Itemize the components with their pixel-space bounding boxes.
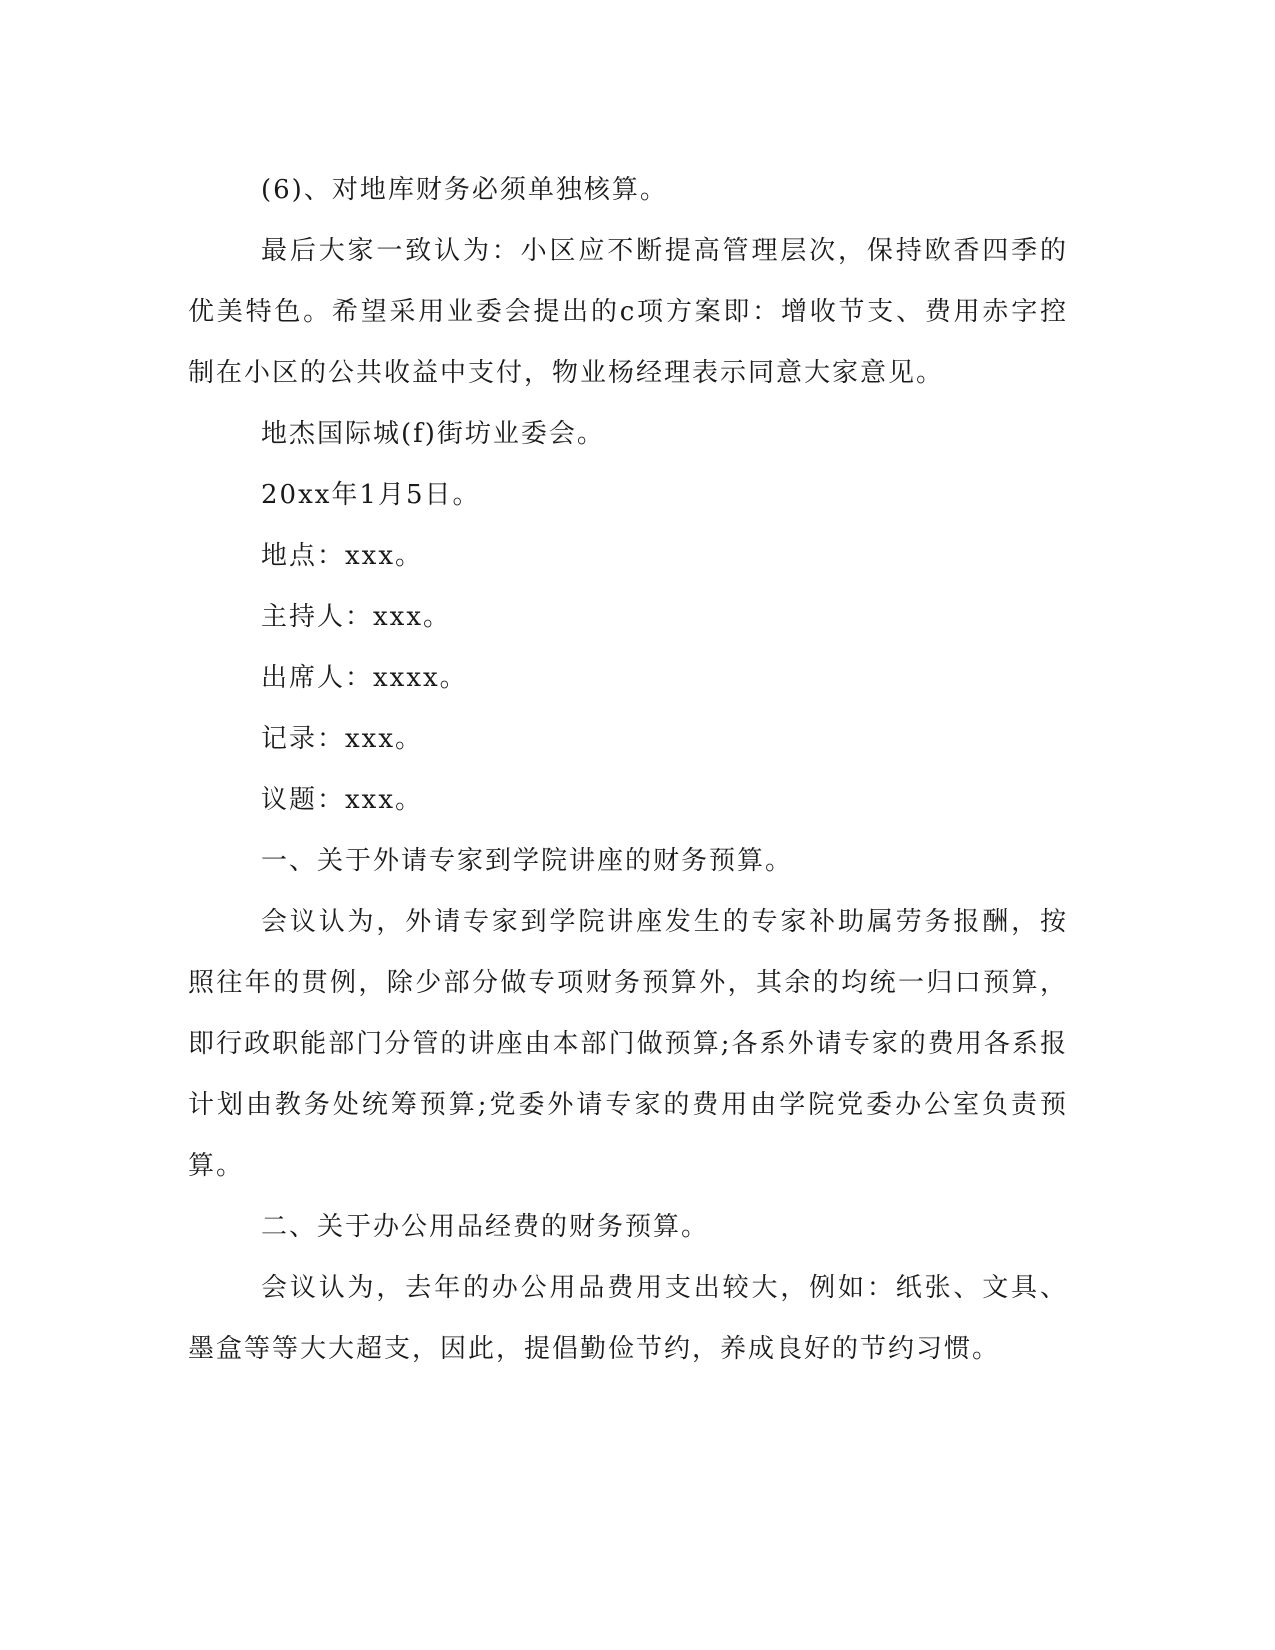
paragraph-basement-accounting: (6)、对地库财务必须单独核算。: [261, 175, 668, 205]
section-heading-expert-lectures: 一、关于外请专家到学院讲座的财务预算。: [261, 846, 794, 876]
paragraph-host: 主持人：xxx。: [261, 602, 451, 632]
paragraph-committee-signature: 地杰国际城(f)街坊业委会。: [261, 419, 605, 449]
paragraph-date: 20xx年1月5日。: [261, 480, 481, 510]
paragraph-office-supplies-budget: 会议认为，去年的办公用品费用支出较大，例如：纸张、文具、墨盒等等大大超支，因此，提倡勤俭节约，养成良好的节约习惯。: [188, 1273, 1068, 1364]
section-heading-office-supplies: 二、关于办公用品经费的财务预算。: [261, 1212, 710, 1242]
document-body: [188, 160, 1068, 1380]
paragraph-location: 地点：xxx。: [261, 541, 423, 571]
paragraph-expert-lectures-budget: 会议认为，外请专家到学院讲座发生的专家补助属劳务报酬，按照往年的贯例，除少部分做专项财务预算外，其余的均统一归口预算，即行政职能部门分管的讲座由本部门做预算;各系外请专家的费用各系报计划由教务处统筹预算;党委外请专家的费用由学院党委办公室负责预算。: [188, 907, 1068, 1181]
paragraph-attendees: 出席人：xxxx。: [261, 663, 468, 693]
paragraph-topic: 议题：xxx。: [261, 785, 423, 815]
paragraph-recorder: 记录：xxx。: [261, 724, 423, 754]
paragraph-consensus: 最后大家一致认为：小区应不断提高管理层次，保持欧香四季的优美特色。希望采用业委会提出的c项方案即：增收节支、费用赤字控制在小区的公共收益中支付，物业杨经理表示同意大家意见。: [188, 236, 1068, 388]
